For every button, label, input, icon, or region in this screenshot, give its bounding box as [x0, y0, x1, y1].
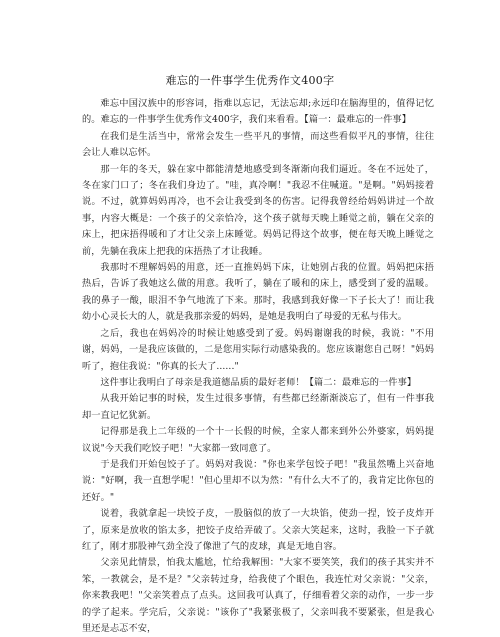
paragraph: 我那时不理解妈妈的用意，还一直推妈妈下床，让她别占我的位置。妈妈把床捂热后，告诉了我她这么做的用意。我听了，躺在了暖和的床上，感受到了爱的温暖。我的鼻子一酸，眼泪不争气地流了下来。那时，我感到我好像一下子长大了！而让我幼小心灵长大的人，就是我那亲爱的妈妈，是她是我明白了母爱的无私与伟大。 [82, 262, 434, 323]
paragraph: 这件事让我明白了母亲是我道德品质的最好老师！【篇二：最难忘的一件事】 [100, 376, 417, 388]
paragraph: 在我们是生活当中，常常会发生一些平凡的事情，而这些看似平凡的事情，往往会让人难以忘怀。 [82, 130, 434, 159]
document-title: 难忘的一件事学生优秀作文400字 [165, 74, 335, 87]
document-body [82, 96, 434, 637]
paragraph: 于是我们开始包饺子了。妈妈对我说："你也来学包饺子吧！"我虽然嘴上兴奋地说："好啊，我一直想学呢！"但心里却不以为然："有什么大不了的，我肯定比你包的还好。" [82, 458, 434, 503]
paragraph: 说着，我就拿起一块饺子皮，一股脑似的放了一大块馅，使劲一捏，饺子皮炸开了，原来是放收的馅太多，把饺子皮给弄破了。父亲大笑起来，这时，我脸一下子就红了，刚才那股神气劲全没了像泄了气的皮球，真是无地自容。 [82, 508, 434, 552]
paragraph: 父亲见此情景，怕我太尴尬，忙给我解围："大家不要笑笑，我们的孩子其实并不笨，一教就会，是不是？"父亲转过身，给我使了个眼色，我连忙对父亲说："父亲，你来教我吧！"父亲笑着点了点头。这回我可认真了，仔细看着父亲的动作，一步一步的学了起来。学完后，父亲说："该你了"我紧张极了，父亲叫我不要紧张，但是我心里还是忐忑不安， [82, 557, 434, 634]
paragraph: 之后，我也在妈妈冷的时候让她感受到了爱。妈妈谢谢我的时候，我说："不用谢，妈妈，一是我应该做的，二是您用实际行动感染我的。您应该谢您自己呀！"妈妈听了，抱住我说："你真的长大了......" [82, 327, 434, 372]
paragraph: 记得那是我上二年级的一个十一长假的时候，全家人都来到外公外婆家，妈妈提议说"今天我们吃饺子吧！"大家都一致同意了。 [82, 426, 434, 454]
paragraph: 那一年的冬天，躲在家中都能清楚地感受到冬渐渐向我们逼近。冬在不远处了，冬在家门口了；冬在我们身边了。"哇，真冷啊！"我忍不住喊道。"是啊。"妈妈接着说。不过，就算妈妈再冷，也不会让我受到冬的伤害。记得我曾经给妈妈讲过一个故事，内容大概是：一个孩子的父亲恰冷，这个孩子就每天晚上睡觉之前，躺在父亲的床上，把床捂得暖和了才让父亲上床睡觉。妈妈记得这个故事，便在每天晚上睡觉之前，先躺在我床上把我的床捂热了才让我睡。 [82, 163, 434, 257]
paragraph: 难忘中国汉族中的形容词，指难以忘记，无法忘却;永远印在脑海里的，值得记忆的。难忘的一件事学生优秀作文400字，我们来看看。【篇一：最难忘的一件事】 [82, 98, 434, 126]
paragraph: 从我开始记事的时候，发生过很多事情，有些都已经渐渐淡忘了，但有一件事我却一直记忆犹新。 [82, 393, 434, 421]
